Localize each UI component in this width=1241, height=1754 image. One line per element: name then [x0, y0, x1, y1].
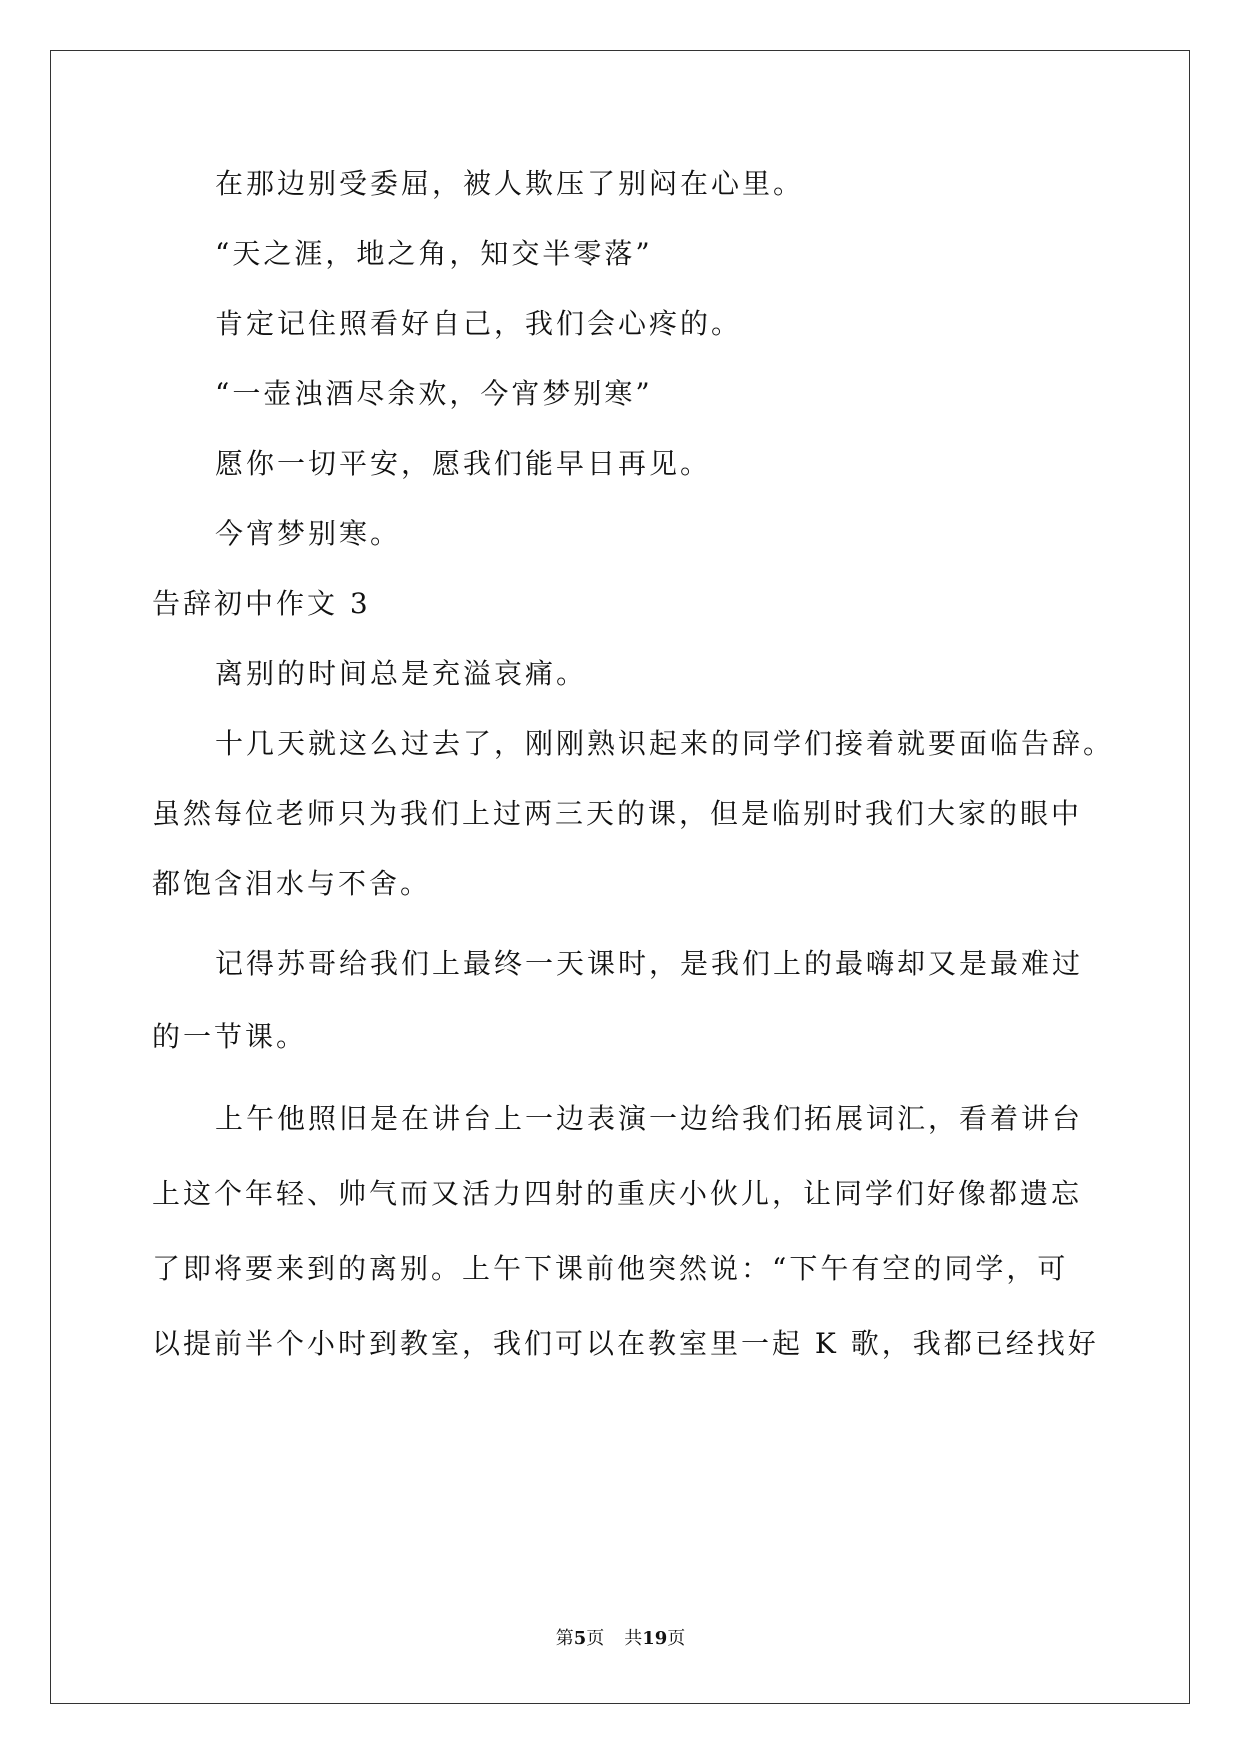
text-line: 愿你一切平安，愿我们能早日再见。	[215, 447, 712, 480]
page-unit: 页	[586, 1628, 605, 1649]
text-line: 的一节课。	[152, 1020, 308, 1053]
text-line: 记得苏哥给我们上最终一天课时，是我们上的最嗨却又是最难过	[215, 947, 1084, 980]
text-line: 都饱含泪水与不舍。	[152, 867, 432, 900]
text-line: 在那边别受委屈，被人欺压了别闷在心里。	[215, 167, 805, 200]
section-heading: 告辞初中作文 3	[152, 587, 371, 620]
total-unit: 页	[667, 1628, 686, 1649]
text-line: “天之涯，地之角，知交半零落”	[215, 237, 653, 270]
footer-prefix: 第	[555, 1628, 574, 1649]
text-line: 了即将要来到的离别。上午下课前他突然说：“下午有空的同学，可	[152, 1252, 1069, 1285]
text-line: 上这个年轻、帅气而又活力四射的重庆小伙儿，让同学们好像都遗忘	[152, 1177, 1083, 1210]
text-line: “一壶浊酒尽余欢，今宵梦别寒”	[215, 377, 653, 410]
text-line: 虽然每位老师只为我们上过两三天的课，但是临别时我们大家的眼中	[152, 797, 1083, 830]
page-footer	[0, 1628, 1241, 1650]
total-pages: 19	[642, 1628, 668, 1649]
text-line: 今宵梦别寒。	[215, 517, 402, 550]
text-line: 离别的时间总是充溢哀痛。	[215, 657, 588, 690]
text-line: 以提前半个小时到教室，我们可以在教室里一起 K 歌，我都已经找好	[152, 1327, 1099, 1360]
text-line: 十几天就这么过去了，刚刚熟识起来的同学们接着就要面临告辞。	[215, 727, 1115, 760]
text-line: 上午他照旧是在讲台上一边表演一边给我们拓展词汇，看着讲台	[215, 1102, 1084, 1135]
page-number: 5	[573, 1628, 587, 1649]
total-prefix: 共	[624, 1628, 643, 1649]
text-line: 肯定记住照看好自己，我们会心疼的。	[215, 307, 743, 340]
